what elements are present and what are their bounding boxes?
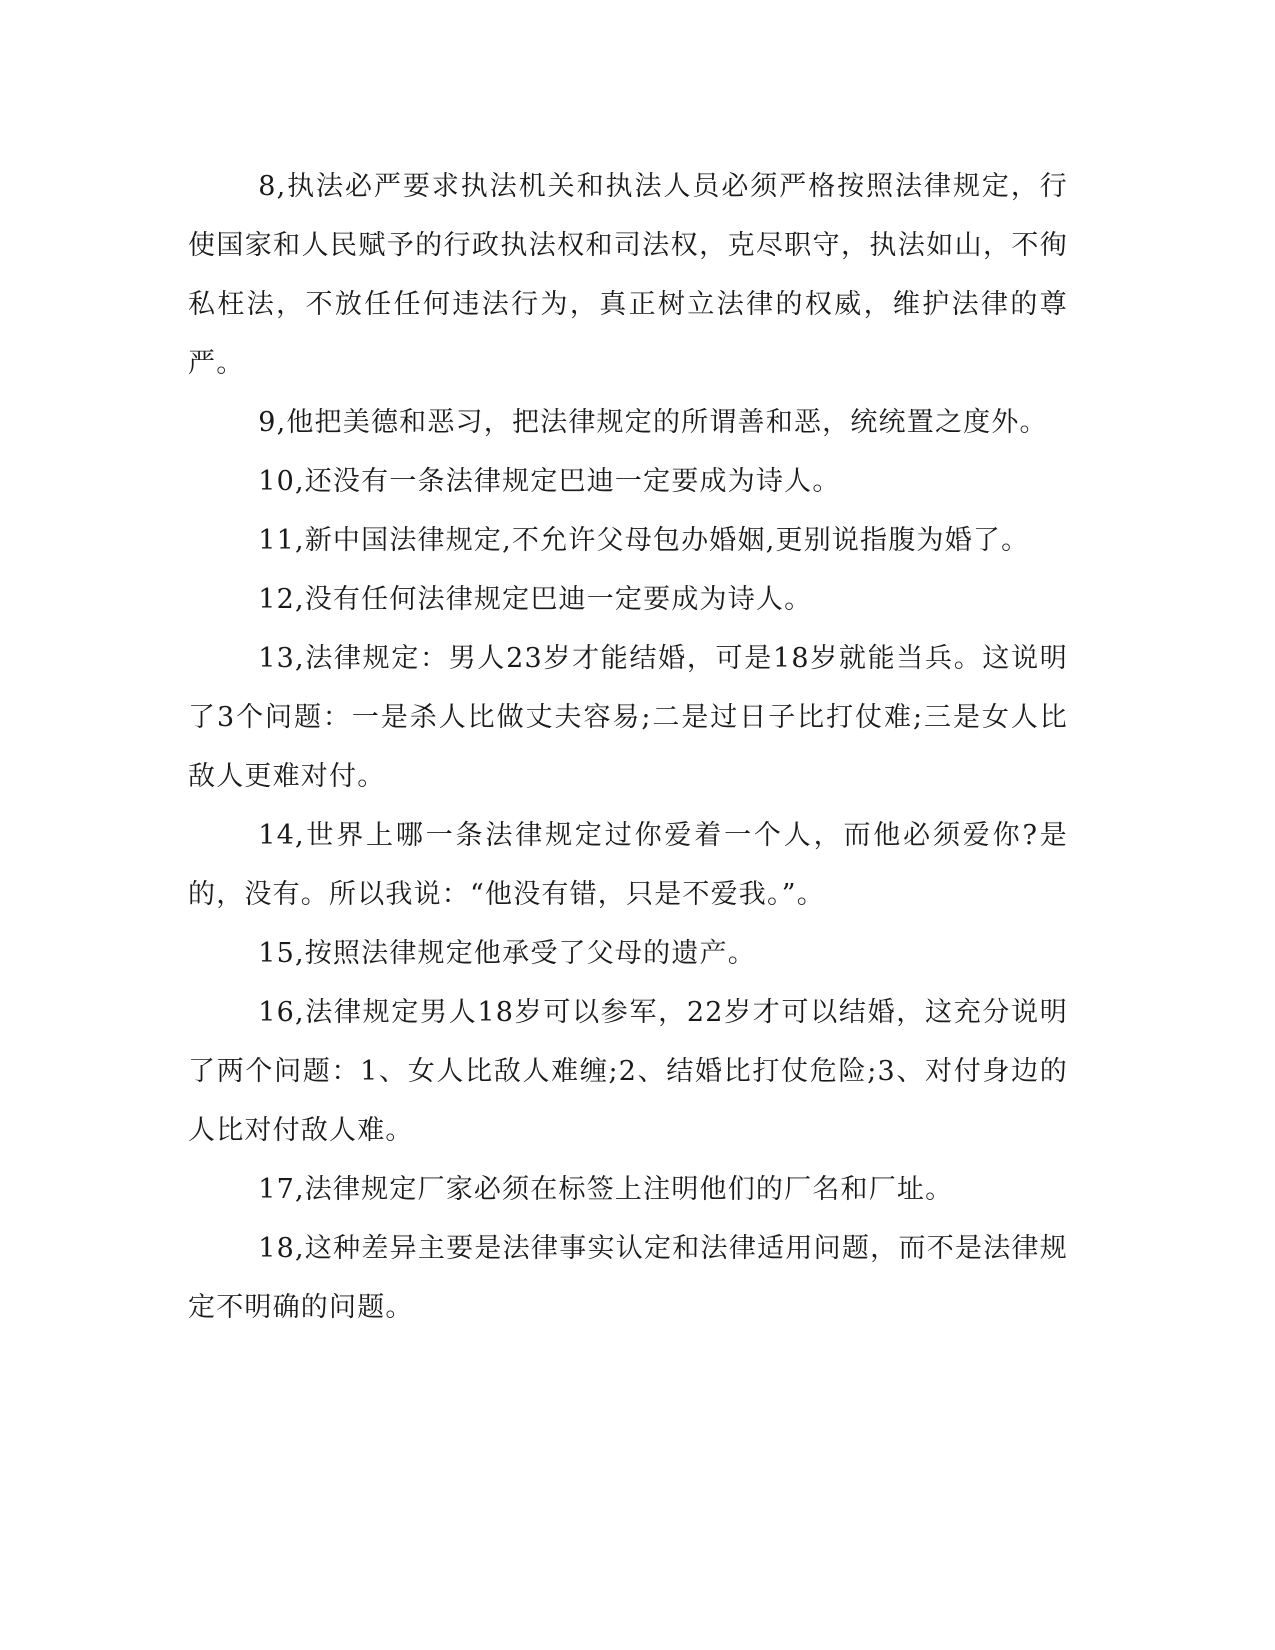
paragraph-9: 9,他把美德和恶习，把法律规定的所谓善和恶，统统置之度外。 <box>258 407 1048 438</box>
document-body <box>188 157 1068 1337</box>
paragraph-15: 15,按照法律规定他承受了父母的遗产。 <box>258 938 756 969</box>
paragraph-14: 14,世界上哪一条法律规定过你爱着一个人，而他必须爱你?是的，没有。所以我说：“他没有错，只是不爱我。”。 <box>188 820 1068 910</box>
paragraph-17: 17,法律规定厂家必须在标签上注明他们的厂名和厂址。 <box>258 1174 954 1205</box>
paragraph-13: 13,法律规定：男人23岁才能结婚，可是18岁就能当兵。这说明了3个问题：一是杀人比做丈夫容易;二是过日子比打仗难;三是女人比敌人更难对付。 <box>188 643 1068 792</box>
paragraph-18: 18,这种差异主要是法律事实认定和法律适用问题，而不是法律规定不明确的问题。 <box>188 1233 1068 1323</box>
paragraph-16: 16,法律规定男人18岁可以参军，22岁才可以结婚，这充分说明了两个问题：1、女人比敌人难缠;2、结婚比打仗危险;3、对付身边的人比对付敌人难。 <box>188 997 1068 1146</box>
paragraph-12: 12,没有任何法律规定巴迪一定要成为诗人。 <box>258 584 813 615</box>
paragraph-11: 11,新中国法律规定,不允许父母包办婚姻,更别说指腹为婚了。 <box>258 525 1030 556</box>
paragraph-10: 10,还没有一条法律规定巴迪一定要成为诗人。 <box>258 466 841 497</box>
paragraph-8: 8,执法必严要求执法机关和执法人员必须严格按照法律规定，行使国家和人民赋予的行政执法权和司法权，克尽职守，执法如山，不徇私枉法，不放任任何违法行为，真正树立法律的权威，维护法律的尊严。 <box>188 171 1068 379</box>
